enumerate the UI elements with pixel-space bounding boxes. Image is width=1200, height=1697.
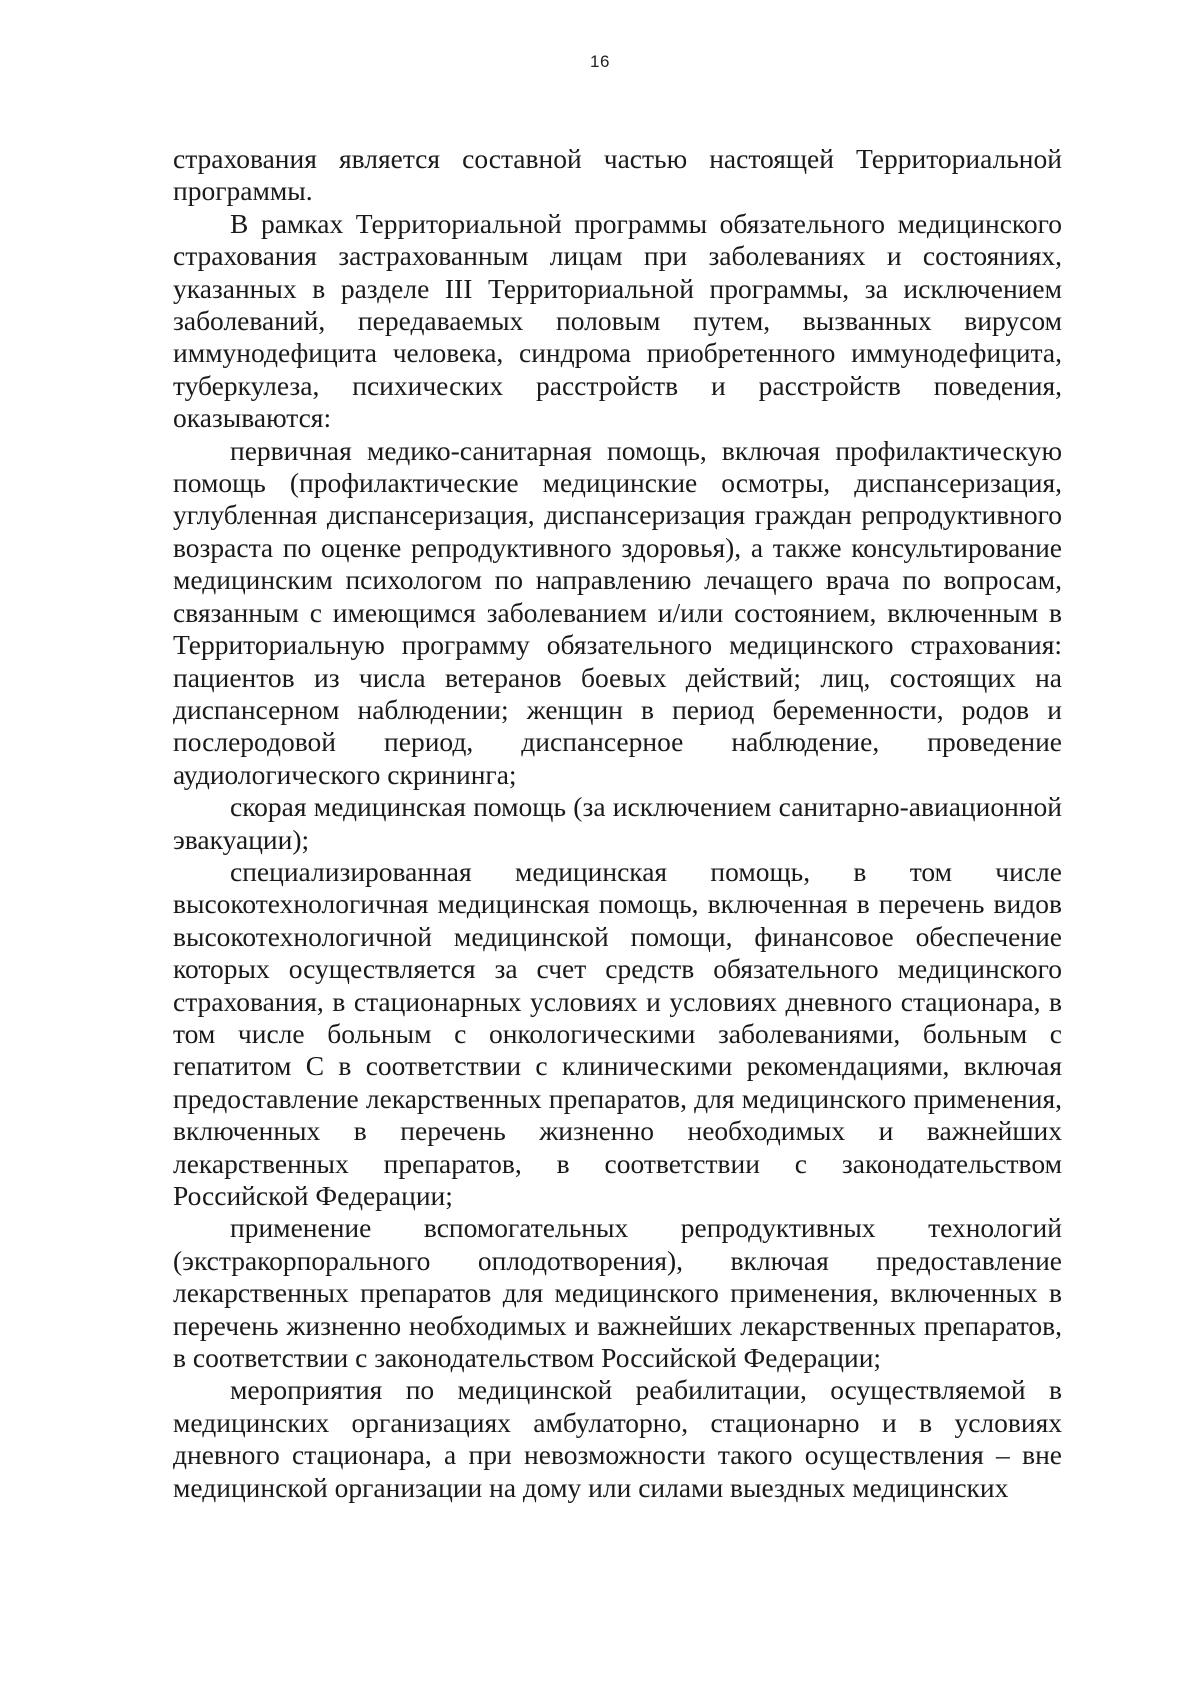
paragraph-continuation: страхования является составной частью настоящей Территориальной программы. — [173, 143, 1062, 207]
document-body — [173, 143, 1062, 1504]
page-number: 16 — [590, 52, 610, 71]
paragraph-emergency-care: скорая медицинская помощь (за исключением санитарно-авиационной эвакуации); — [173, 791, 1062, 855]
paragraph-intro-oms: В рамках Территориальной программы обязательного медицинского страхования застрахованным лицам при заболеваниях и состояниях, указанных в разделе III Территориальной программы, за исключением заболеваний, передаваемых половым путем, вызванных вирусом иммунодефицита человека, синдрома приобретенного иммунодефицита, туберкулеза, психических расстройств и расстройств поведения, оказываются: — [173, 207, 1062, 434]
paragraph-rehabilitation: мероприятия по медицинской реабилитации, осуществляемой в медицинских организациях амбулаторно, стационарно и в условиях дневного стационара, а при невозможности такого осуществления – вне медицинской организации на дому или силами выездных медицинских — [173, 1374, 1062, 1503]
paragraph-reproductive-technologies: применение вспомогательных репродуктивных технологий (экстракорпорального оплодотворения), включая предоставление лекарственных препаратов для медицинского применения, включенных в перечень жизненно необходимых и важнейших лекарственных препаратов, в соответствии с законодательством Российской Федерации; — [173, 1212, 1062, 1374]
paragraph-specialized-care: специализированная медицинская помощь, в том числе высокотехнологичная медицинская помощь, включенная в перечень видов высокотехнологичной медицинской помощи, финансовое обеспечение которых осуществляется за счет средств обязательного медицинского страхования, в стационарных условиях и условиях дневного стационара, в том числе больным с онкологическими заболеваниями, больным с гепатитом С в соответствии с клиническими рекомендациями, включая предоставление лекарственных препаратов, для медицинского применения, включенных в перечень жизненно необходимых и важнейших лекарственных препаратов, в соответствии с законодательством Российской Федерации; — [173, 855, 1062, 1211]
paragraph-primary-care: первичная медико-санитарная помощь, включая профилактическую помощь (профилактические медицинские осмотры, диспансеризация, углубленная диспансеризация, диспансеризация граждан репродуктивного возраста по оценке репродуктивного здоровья), а также консультирование медицинским психологом по направлению лечащего врача по вопросам, связанным с имеющимся заболеванием и/или состоянием, включенным в Территориальную программу обязательного медицинского страхования: пациентов из числа ветеранов боевых действий; лиц, состоящих на диспансерном наблюдении; женщин в период беременности, родов и послеродовой период, диспансерное наблюдение, проведение аудиологического скрининга; — [173, 434, 1062, 790]
